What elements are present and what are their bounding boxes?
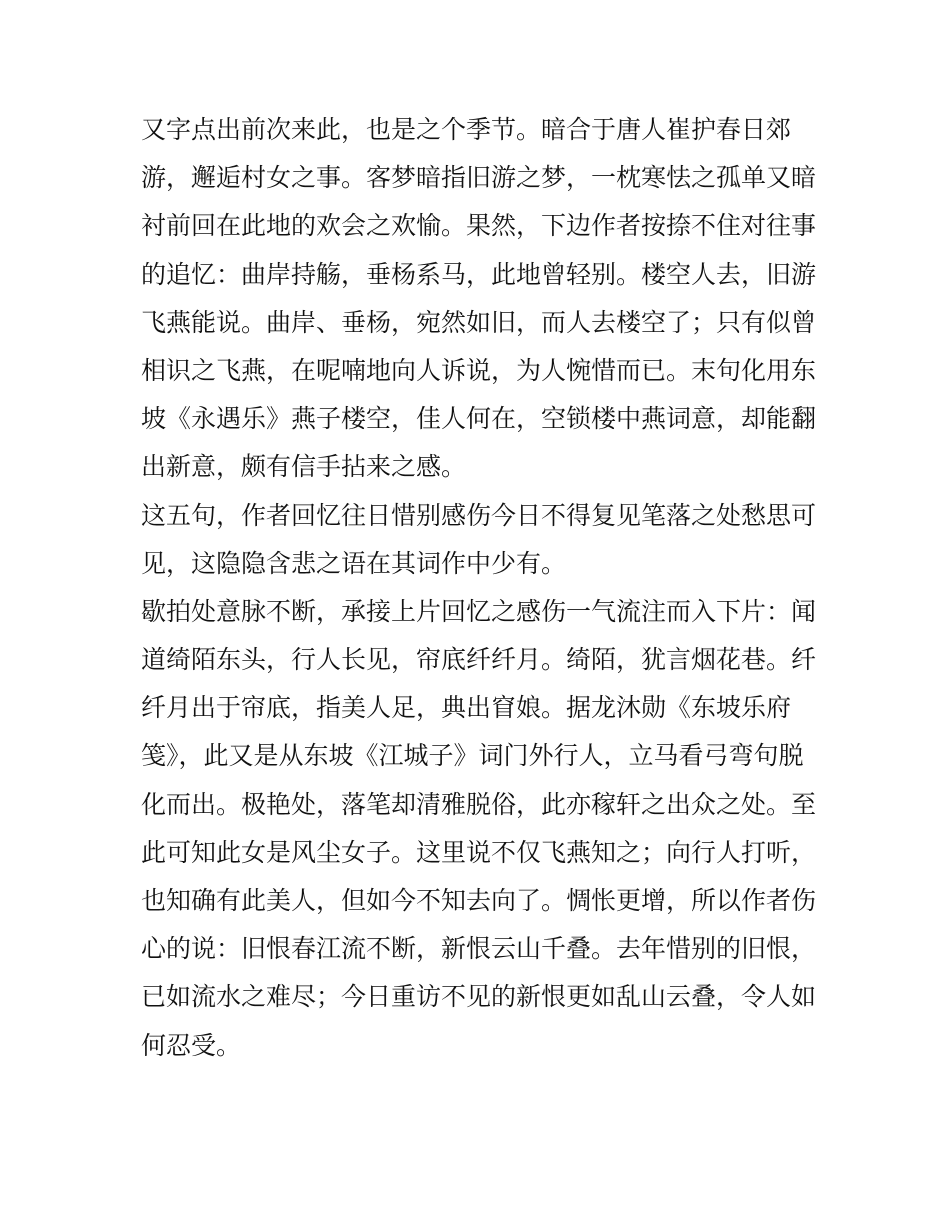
text-line-1: 又字点出前次来此，也是之个季节。暗合于唐人崔护春日郊 (141, 115, 792, 144)
text-line-6: 相识之飞燕，在呢喃地向人诉说，为人惋惜而已。末句化用东 (141, 355, 817, 385)
body-text (141, 106, 817, 1070)
text-line-5: 飞燕能说。曲岸、垂杨，宛然如旧，而人去楼空了；只有似曾 (141, 307, 817, 337)
text-line-14: 笺》，此又是从东坡《江城子》词门外行人，立马看弓弯句脱 (141, 741, 804, 771)
text-line-7: 坡《永遇乐》燕子楼空，佳人何在，空锁楼中燕词意，却能翻 (141, 404, 817, 434)
text-line-13: 纤月出于帘底，指美人足，典出窅娘。据龙沐勋《东坡乐府 (141, 693, 792, 723)
text-line-12: 道绮陌东头，行人长见，帘底纤纤月。绮陌，犹言烟花巷。纤 (141, 645, 817, 675)
text-line-19: 已如流水之难尽；今日重访不见的新恨更如乱山云叠，令人如 (141, 982, 817, 1012)
text-line-3: 衬前回在此地的欢会之欢愉。果然，下边作者按捺不住对往事 (141, 211, 817, 241)
text-line-17: 也知确有此美人，但如今不知去向了。惆怅更增，所以作者伤 (141, 886, 817, 915)
text-line-15: 化而出。极艳处，落笔却清雅脱俗，此亦稼轩之出众之处。至 (141, 789, 817, 819)
text-line-8: 出新意，颇有信手拈来之感。 (141, 452, 467, 482)
text-line-4: 的追忆：曲岸持觞，垂杨系马，此地曾轻别。楼空人去，旧游 (141, 259, 817, 289)
text-line-20: 何忍受。 (141, 1030, 242, 1060)
text-line-18: 心的说：旧恨春江流不断，新恨云山千叠。去年惜别的旧恨， (141, 934, 817, 964)
text-line-2: 游，邂逅村女之事。客梦暗指旧游之梦，一枕寒怯之孤单又暗 (141, 163, 817, 193)
text-line-11: 歇拍处意脉不断，承接上片回忆之感伤一气流注而入下片：闻 (141, 596, 817, 626)
text-line-9: 这五句，作者回忆往日惜别感伤今日不得复见笔落之处愁思可 (141, 500, 817, 530)
text-line-16: 此可知此女是风尘女子。这里说不仅飞燕知之；向行人打听， (141, 837, 817, 867)
text-line-10: 见，这隐隐含悲之语在其词作中少有。 (141, 548, 567, 578)
